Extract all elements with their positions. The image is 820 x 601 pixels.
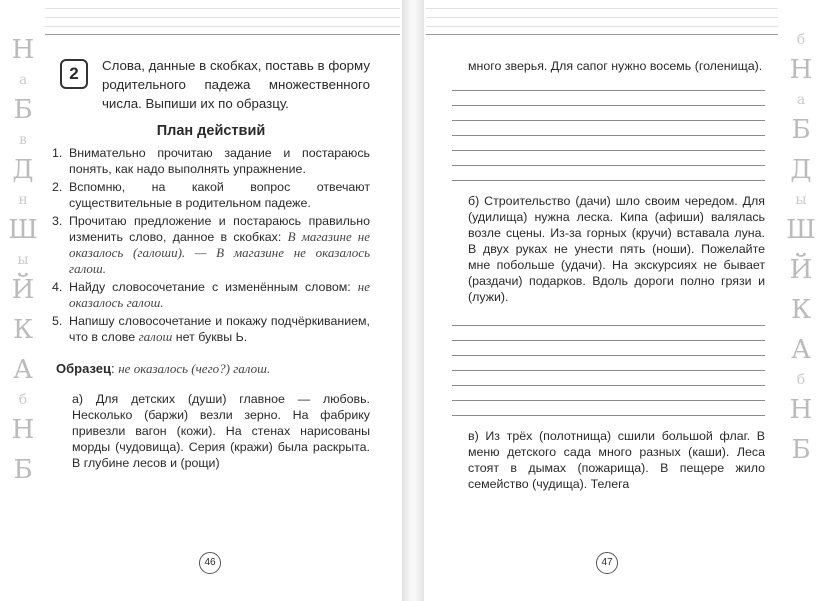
- writing-line[interactable]: [452, 91, 765, 106]
- plan-item-number: 2.: [52, 180, 63, 194]
- page-number: 46: [199, 552, 221, 574]
- plan-item-text: Внимательно прочитаю задание и постараюсь понять, как надо выполнять упражнение.: [69, 146, 370, 176]
- alphabet-strip: б Н а Б Д ы Ш Й К А б Н Б: [786, 32, 816, 465]
- plan-item-number: 3.: [52, 214, 63, 228]
- plan-item-number: 5.: [52, 314, 63, 328]
- writing-line[interactable]: [452, 151, 765, 166]
- plan-list: [52, 145, 370, 347]
- writing-line[interactable]: [452, 326, 765, 341]
- right-content: [452, 58, 765, 492]
- plan-item-text: нет буквы Ь.: [175, 330, 248, 344]
- writing-line[interactable]: [452, 311, 765, 326]
- writing-line[interactable]: [452, 76, 765, 91]
- writing-line[interactable]: [452, 401, 765, 416]
- plan-item: [52, 213, 370, 277]
- top-decor: [45, 0, 400, 35]
- plan-item: [52, 279, 370, 311]
- exercise-part-a-continued: много зверья. Для сапог нужно восемь (голенища).: [468, 59, 763, 73]
- answer-lines-a[interactable]: [452, 76, 765, 181]
- plan-item-number: 4.: [52, 280, 63, 294]
- sample-handwriting: не оказалось (чего?) галош.: [118, 361, 271, 376]
- writing-line[interactable]: [452, 356, 765, 371]
- plan-item-text: Напишу словосочетание и покажу подчёркиванием, что в слове: [69, 314, 370, 344]
- plan-item: [52, 179, 370, 211]
- writing-line[interactable]: [452, 136, 765, 151]
- plan-item-text: Найду словосочетание с изменённым словом:: [69, 280, 351, 294]
- writing-line[interactable]: [452, 121, 765, 136]
- top-decor: [426, 0, 778, 35]
- task-instruction: Слова, данные в скобках, поставь в форму родительного падежа множественного числа. Выпиши их по образцу.: [102, 58, 370, 111]
- handwritten-word: галош: [138, 329, 173, 344]
- writing-line[interactable]: [452, 341, 765, 356]
- writing-line[interactable]: [452, 386, 765, 401]
- sample-label: Образец: [56, 361, 111, 376]
- left-page: [0, 0, 402, 601]
- handwritten-example: В магазине не оказалось (галоши). — В магазине не оказалось галош.: [69, 229, 371, 276]
- sample-line: Образец: не оказалось (чего?) галош.: [56, 361, 271, 376]
- exercise-part-v: в) Из трёх (полотнища) сшили большой флаг. В меню детского сада много разных (каши). Леса стоят в дымах (пожарища). В пещере жило семейство (чудища). Телега: [468, 429, 765, 491]
- writing-line[interactable]: [452, 166, 765, 181]
- left-content: [52, 56, 370, 471]
- plan-item: [52, 313, 370, 345]
- exercise-part-b: б) Строительство (дачи) шло своим чередом. Для (удилища) нужна леска. Кипа (афиши) валялась возле сцены. Из-за горных (кручи) вставала луна. В двух руках не унести пять (ноши). Пожелайте мне побольше (удачи). На экскурсиях не бывает (раздачи) подарков. Вдоль дороги полно грязи и (лужи).: [468, 194, 765, 304]
- plan-item-text: Прочитаю предложение и постараюсь правильно изменить слово, данное в скобках:: [69, 214, 370, 244]
- writing-line[interactable]: [452, 106, 765, 121]
- book-spine: [400, 0, 426, 601]
- plan-item-text: Вспомню, на какой вопрос отвечают существительные в родительном падеже.: [69, 180, 370, 210]
- task-header: [52, 56, 370, 113]
- right-page: [424, 0, 820, 601]
- plan-title: План действий: [156, 123, 266, 139]
- answer-lines-b[interactable]: [452, 311, 765, 416]
- alphabet-strip: Н а Б в Д н Ш ы Й К А б Н Б: [8, 35, 38, 485]
- exercise-part-a: а) Для детских (души) главное — любовь. Несколько (баржи) везли зерно. На фабрику привезли вагон (кожи). На стенах нарисованы морды (чудовища). Серия (кражи) была раскрыта. В глубине лесов и (рощи): [72, 392, 370, 470]
- page-number: 47: [596, 552, 618, 574]
- handwritten-example: не оказалось галош.: [69, 279, 370, 310]
- plan-item: [52, 145, 370, 177]
- plan-item-number: 1.: [52, 146, 63, 160]
- writing-line[interactable]: [452, 371, 765, 386]
- task-number-badge: 2: [60, 59, 88, 89]
